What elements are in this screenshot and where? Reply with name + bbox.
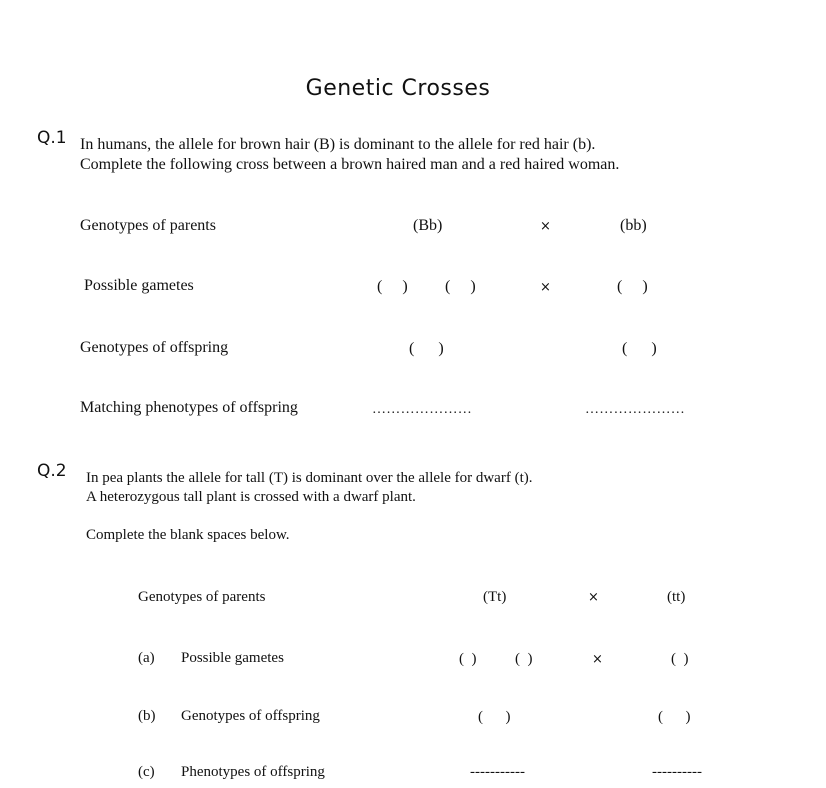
q2-cross-symbol: × bbox=[588, 590, 599, 605]
q1-number: Q.1 bbox=[37, 128, 67, 148]
q2-gamete-blank-2: ( ) bbox=[515, 651, 533, 667]
q1-phenotypes-label: Matching phenotypes of offspring bbox=[80, 399, 298, 416]
q2-parents-label: Genotypes of parents bbox=[138, 589, 266, 605]
q1-phenotype-blank-1: ………………… bbox=[372, 402, 473, 417]
q2-phenotype-blank-1: ----------- bbox=[470, 764, 525, 780]
q2-parent1-genotype: (Tt) bbox=[483, 589, 507, 605]
q1-gametes-cross-symbol: × bbox=[540, 280, 551, 295]
q2-gametes-cross-symbol: × bbox=[592, 652, 603, 667]
q2-phenotypes-label: Phenotypes of offspring bbox=[181, 764, 325, 780]
q1-offspring-blank-2: ( ) bbox=[622, 340, 657, 357]
page-title: Genetic Crosses bbox=[305, 76, 491, 101]
q2-offspring-label: Genotypes of offspring bbox=[181, 708, 320, 724]
q2-row-b-letter: (b) bbox=[138, 708, 156, 724]
q2-gamete-blank-3: ( ) bbox=[671, 651, 689, 667]
q2-number: Q.2 bbox=[37, 461, 67, 481]
q2-instruction: Complete the blank spaces below. bbox=[86, 527, 290, 543]
q2-row-a-letter: (a) bbox=[138, 650, 155, 666]
q2-row-c-letter: (c) bbox=[138, 764, 155, 780]
q1-text-line1: In humans, the allele for brown hair (B) is dominant to the allele for red hair (b). bbox=[80, 136, 596, 153]
q2-offspring-blank-1: ( ) bbox=[478, 709, 511, 725]
q2-text-line2: A heterozygous tall plant is crossed with a dwarf plant. bbox=[86, 489, 416, 505]
q1-offspring-label: Genotypes of offspring bbox=[80, 339, 229, 356]
q1-cross-symbol: × bbox=[540, 219, 551, 234]
q1-phenotype-blank-2: ………………… bbox=[585, 402, 686, 417]
q1-offspring-blank-1: ( ) bbox=[409, 340, 444, 357]
q1-gamete-blank-2: ( ) bbox=[445, 278, 476, 295]
q1-text-line2: Complete the following cross between a brown haired man and a red haired woman. bbox=[80, 156, 620, 173]
q2-offspring-blank-2: ( ) bbox=[658, 709, 691, 725]
q1-gamete-blank-3: ( ) bbox=[617, 278, 648, 295]
q1-parent1-genotype: (Bb) bbox=[413, 217, 443, 234]
q2-phenotype-blank-2: ---------- bbox=[652, 764, 702, 780]
q1-parent2-genotype: (bb) bbox=[620, 217, 647, 234]
q1-parents-label: Genotypes of parents bbox=[80, 217, 216, 234]
q2-gametes-label: Possible gametes bbox=[181, 650, 284, 666]
q1-gametes-label: Possible gametes bbox=[84, 277, 194, 294]
q2-parent2-genotype: (tt) bbox=[667, 589, 686, 605]
q1-gamete-blank-1: ( ) bbox=[377, 278, 408, 295]
q2-text-line1: In pea plants the allele for tall (T) is dominant over the allele for dwarf (t). bbox=[86, 470, 533, 486]
q2-gamete-blank-1: ( ) bbox=[459, 651, 477, 667]
